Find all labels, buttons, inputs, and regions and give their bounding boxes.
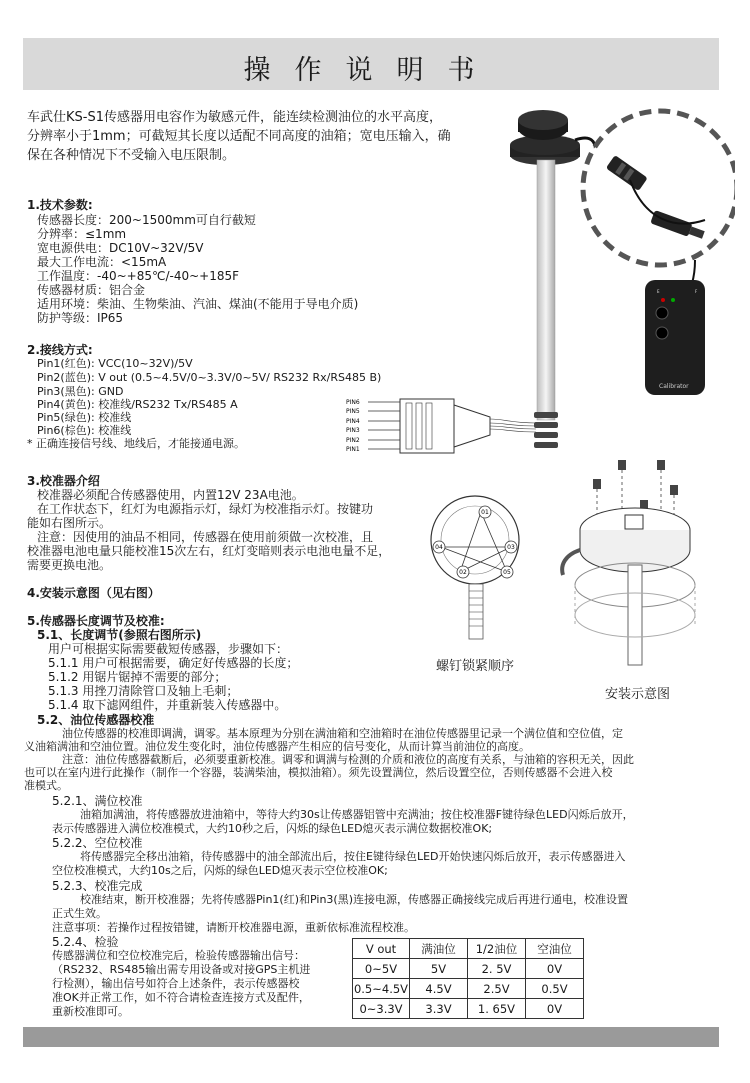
install-diagram [560, 455, 730, 680]
footer-bar [23, 1027, 719, 1047]
table-header-row [353, 939, 584, 959]
cal-line: 也可以在室内进行此操作（制作一个容器，装满柴油，模拟油箱）。须先设置满位，然后设置空位，否则传感器不会进入校 [24, 766, 613, 779]
table-header-cell: V out [353, 939, 410, 959]
cal-524-line: 重新校准即可。 [52, 1005, 129, 1018]
specs-heading: 1.技术参数: [27, 198, 93, 212]
table-cell: 0.5V [526, 979, 584, 999]
key-f-label: F [695, 289, 698, 294]
length-line: 5.1.1 用户可根据需要，确定好传感器的长度； [48, 656, 299, 670]
screw-order-caption: 螺钉锁紧顺序 [436, 659, 515, 674]
calibrator-line: 能如右图所示。 [27, 516, 112, 530]
key-e-label: E [657, 289, 660, 294]
table-header-cell: 满油位 [410, 939, 468, 959]
page-title: 操作说明书 [243, 55, 499, 86]
table-row [353, 999, 584, 1019]
cal-524-line: 行检测），输出信号如符合上述条件，表示传感器校 [52, 977, 300, 990]
output-table [352, 938, 584, 1019]
cal-line: 义油箱满油和空油位置。油位发生变化时，油位传感器产生相应的信号变化，从而计算当前油位的高度。 [24, 740, 530, 753]
cal-523-note: 注意事项：若操作过程按错键，请断开校准器电源，重新依标准流程校准。 [52, 921, 415, 934]
pin-label: PIN6 [346, 399, 360, 406]
calibrator-line: 注意：因使用的油品不相同，传感器在使用前须做一次校准，且 [37, 530, 374, 544]
pin-label: PIN2 [346, 437, 360, 444]
wiring-heading: 2.接线方式: [27, 343, 93, 357]
cal-524-line: 传感器满位和空位校准完后，检验传感器输出信号： [52, 949, 305, 962]
table-row [353, 979, 584, 999]
intro-line-1: 车武仕KS-S1传感器用电容作为敏感元件，能连续检测油位的水平高度， [27, 110, 442, 125]
pin-label: PIN1 [346, 446, 360, 453]
cal-523-line: 正式生效。 [52, 907, 107, 920]
spec-line: 分辨率：≤1mm [37, 227, 127, 241]
table-header-cell: 空油位 [526, 939, 584, 959]
intro-line-3: 保在各种情况下不受输入电压限制。 [27, 148, 236, 163]
length-line: 5.1.4 取下滤网组件，并重新装入传感器中。 [48, 698, 287, 712]
cal-line: 油位传感器的校准即调满，调零。基本原理为分别在满油箱和空油箱时在油位传感器里记录一个满位值和空位值，定 [62, 727, 623, 740]
screw-number: 01 [481, 509, 489, 516]
calibrator-line: 需要更换电池。 [27, 558, 112, 572]
calibrator-heading: 3.校准器介绍 [27, 474, 100, 488]
wiring-line: Pin1(红色): VCC(10~32V)/5V [37, 357, 193, 370]
cal-521-heading: 5.2.1、满位校准 [52, 794, 143, 808]
cal-524-heading: 5.2.4、检验 [52, 935, 119, 949]
table-cell: 3.3V [410, 999, 468, 1019]
length-cal-heading: 5.传感器长度调节及校准: [27, 614, 165, 628]
pin-label: PIN5 [346, 408, 360, 415]
cal-sub2: 5.2、油位传感器校准 [37, 713, 155, 727]
spec-line: 宽电源供电：DC10V~32V/5V [37, 241, 204, 255]
spec-line: 工作温度：-40~+85℃/-40~+185F [37, 269, 240, 283]
screw-number: 05 [503, 569, 511, 576]
spec-line: 最大工作电流：<15mA [37, 255, 167, 269]
wiring-line: Pin2(蓝色): V out (0.5~4.5V/0~3.3V/0~5V/ RS232 Rx/RS485 B) [37, 371, 382, 384]
length-line: 5.1.2 用锯片锯掉不需要的部分； [48, 670, 227, 684]
install-heading: 4.安装示意图（见右图） [27, 586, 160, 600]
table-cell: 0V [526, 959, 584, 979]
sensor-product-illustration [495, 100, 735, 460]
cal-522-heading: 5.2.2、空位校准 [52, 836, 143, 850]
pin-label: PIN3 [346, 427, 360, 434]
screw-order-diagram [425, 495, 545, 650]
calibrator-line: 在工作状态下，红灯为电源指示灯，绿灯为校准指示灯。按键功 [37, 502, 374, 516]
table-cell: 0~3.3V [353, 999, 410, 1019]
cal-522-line: 空位校准模式，大约10s之后，闪烁的绿色LED熄灭表示空位校准OK; [52, 864, 388, 877]
screw-number: 04 [435, 544, 443, 551]
table-cell: 2.5V [468, 979, 526, 999]
cal-line: 准模式。 [24, 779, 68, 792]
screw-number: 02 [459, 569, 467, 576]
length-line: 5.1.3 用挫刀清除管口及轴上毛刺； [48, 684, 239, 698]
cal-521-line: 油箱加满油，将传感器放进油箱中，等待大约30s让传感器铝管中充满油；按住校准器F键待绿色LED闪烁后放开， [80, 808, 634, 821]
spec-line: 防护等级：IP65 [37, 311, 124, 325]
pin-label: PIN4 [346, 418, 360, 425]
table-cell: 4.5V [410, 979, 468, 999]
cal-524-line: 准OK并正常工作，如不符合请检查连接方式及配件， [52, 991, 310, 1004]
table-cell: 0V [526, 999, 584, 1019]
cal-523-heading: 5.2.3、校准完成 [52, 879, 143, 893]
cal-522-line: 将传感器完全移出油箱，待传感器中的油全部流出后，按住E键待绿色LED开始快速闪烁后放开，表示传感器进入 [80, 850, 626, 863]
table-cell: 2. 5V [468, 959, 526, 979]
table-cell: 5V [410, 959, 468, 979]
wiring-line: Pin6(棕色): 校准线 [37, 424, 132, 437]
wiring-line: Pin5(绿色): 校准线 [37, 411, 132, 424]
spec-line: 传感器材质：铝合金 [37, 283, 146, 297]
intro-line-2: 分辨率小于1mm；可截短其长度以适配不同高度的油箱；宽电压输入，确 [27, 129, 451, 144]
calibrator-label: Calibrator [659, 383, 689, 390]
wiring-note: * 正确连接信号线、地线后，才能接通电源。 [27, 437, 245, 450]
table-row [353, 959, 584, 979]
install-diagram-caption: 安装示意图 [605, 687, 671, 702]
spec-line: 传感器长度：200~1500mm可自行截短 [37, 213, 256, 227]
screw-number: 03 [507, 544, 515, 551]
calibrator-device [645, 280, 705, 395]
calibrator-line: 校准器必须配合传感器使用，内置12V 23A电池。 [37, 488, 304, 502]
table-header-cell: 1/2油位 [468, 939, 526, 959]
length-line: 用户可根据实际需要截短传感器，步骤如下： [48, 642, 289, 656]
cal-524-line: （RS232、RS485输出需专用设备或对接GPS主机进 [52, 963, 311, 976]
cal-521-line: 表示传感器进入满位校准模式，大约10秒之后，闪烁的绿色LED熄灭表示满位数据校准OK; [52, 822, 493, 835]
wiring-line: Pin4(黄色): 校准线/RS232 Tx/RS485 A [37, 398, 238, 411]
table-cell: 1. 65V [468, 999, 526, 1019]
table-cell: 0~5V [353, 959, 410, 979]
calibrator-line: 校准器电池电量只能校准15次左右，红灯变暗则表示电池电量不足， [27, 544, 391, 558]
title-bar [23, 38, 719, 90]
table-cell: 0.5~4.5V [353, 979, 410, 999]
cal-523-line: 校准结束，断开校准器；先将传感器Pin1(红)和Pin3(黑)连接电源，传感器正确接线完成后再进行通电，校准设置 [80, 893, 628, 906]
wiring-line: Pin3(黑色): GND [37, 385, 124, 398]
spec-line: 适用环境：柴油、生物柴油、汽油、煤油(不能用于导电介质) [37, 297, 359, 311]
cal-line: 注意：油位传感器截断后，必须要重新校准。调零和调满与检测的介质和液位的高度有关系，与油箱的容积无关，因此 [62, 753, 634, 766]
length-sub1: 5.1、长度调节(参照右图所示) [37, 628, 202, 642]
